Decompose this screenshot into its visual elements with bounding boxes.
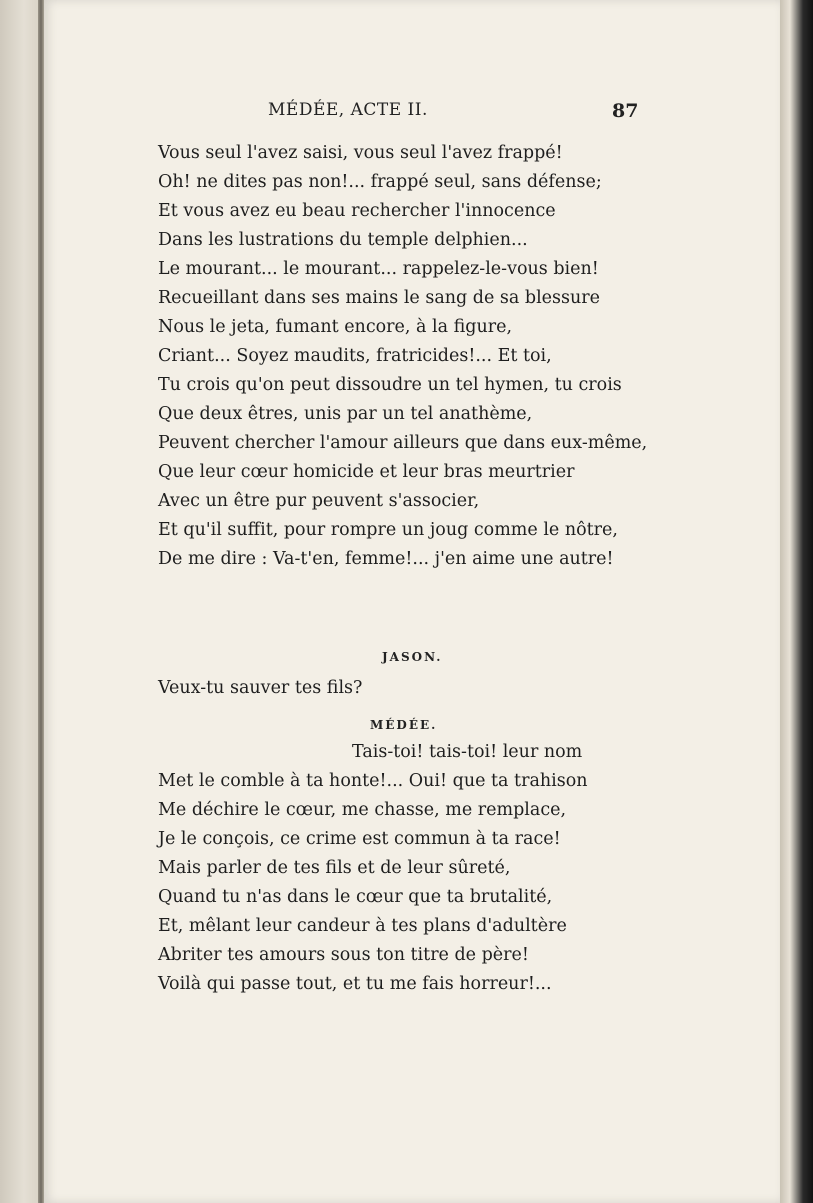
verse-line: Abriter tes amours sous ton titre de père!: [158, 945, 529, 965]
verse-line: Et qu'il suffit, pour rompre un joug comme le nôtre,: [158, 520, 618, 540]
verse-line: Criant... Soyez maudits, fratricides!... Et toi,: [158, 346, 552, 366]
verse-line: Que leur cœur homicide et leur bras meurtrier: [158, 462, 575, 482]
verse-line: De me dire : Va-t'en, femme!... j'en aime une autre!: [158, 549, 614, 569]
facing-page-edge: [0, 0, 40, 1203]
verse-line: Peuvent chercher l'amour ailleurs que dans eux-même,: [158, 433, 648, 453]
verse-line: Avec un être pur peuvent s'associer,: [158, 491, 480, 511]
verse-line: Met le comble à ta honte!... Oui! que ta trahison: [158, 771, 588, 791]
verse-line: Tu crois qu'on peut dissoudre un tel hymen, tu crois: [158, 375, 622, 395]
speaker-jason: JASON.: [382, 650, 443, 664]
verse-line: Voilà qui passe tout, et tu me fais horreur!...: [158, 974, 552, 994]
verse-line: Et, mêlant leur candeur à tes plans d'adultère: [158, 916, 567, 936]
page-stack-edge: [780, 0, 813, 1203]
verse-line: Quand tu n'as dans le cœur que ta brutalité,: [158, 887, 553, 907]
running-title: MÉDÉE, ACTE II.: [268, 100, 428, 120]
verse-line: Je le conçois, ce crime est commun à ta race!: [158, 829, 561, 849]
verse-line: Que deux êtres, unis par un tel anathème,: [158, 404, 533, 424]
verse-line: Recueillant dans ses mains le sang de sa blessure: [158, 288, 600, 308]
page-number: 87: [612, 100, 639, 122]
verse-line: Le mourant... le mourant... rappelez-le-vous bien!: [158, 259, 599, 279]
verse-line: Oh! ne dites pas non!... frappé seul, sans défense;: [158, 172, 602, 192]
speaker-medee: MÉDÉE.: [370, 718, 438, 732]
verse-line: Nous le jeta, fumant encore, à la figure,: [158, 317, 513, 337]
verse-line: Vous seul l'avez saisi, vous seul l'avez frappé!: [158, 143, 563, 163]
verse-line: Me déchire le cœur, me chasse, me remplace,: [158, 800, 567, 820]
jason-line: Veux-tu sauver tes fils?: [158, 678, 363, 698]
medee-first-line: Tais-toi! tais-toi! leur nom: [352, 742, 583, 762]
verse-line: Et vous avez eu beau rechercher l'innocence: [158, 201, 556, 221]
verse-line: Mais parler de tes fils et de leur sûreté,: [158, 858, 511, 878]
verse-line: Dans les lustrations du temple delphien...: [158, 230, 528, 250]
